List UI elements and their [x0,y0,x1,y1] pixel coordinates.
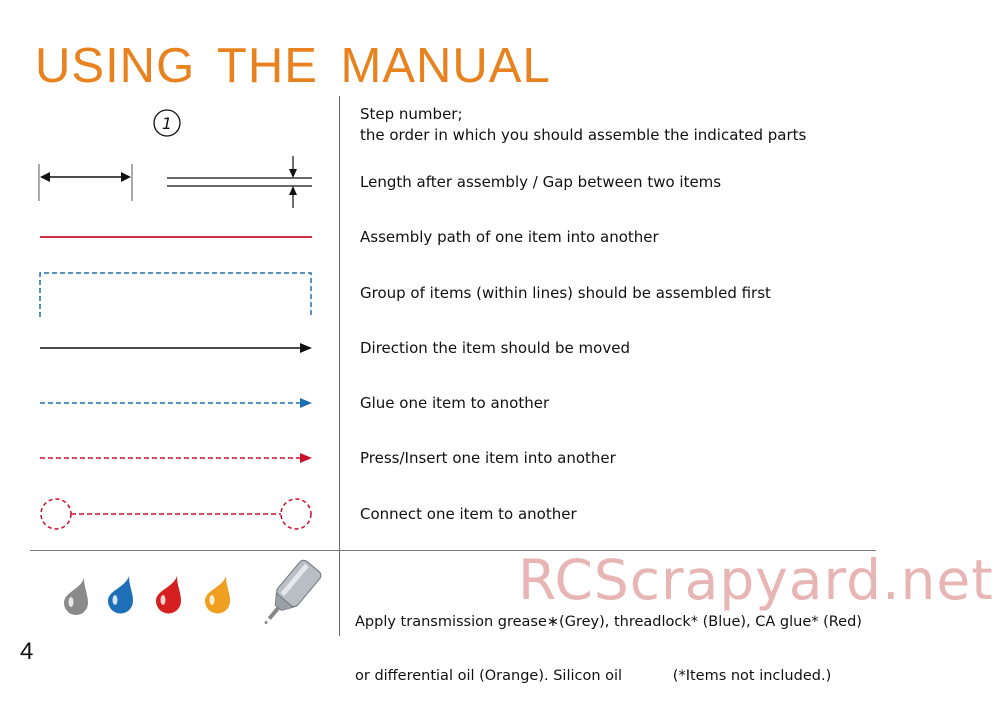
row-text-line: the order in which you should assemble the indicated parts [360,126,807,144]
blue-drop-icon [108,576,133,614]
length-symbol [39,164,132,201]
row-glue: Glue one item to another [360,394,550,412]
connect-symbol [41,499,311,529]
lubricant-note-line2: or differential oil (Orange). Silicon oil (*Items not included.) [355,668,832,684]
row-text-line: Step number; [360,105,463,123]
glue-symbol [40,398,312,408]
lubricant-note-line1: Apply transmission grease∗(Grey), threadlock* (Blue), CA glue* (Red) [355,614,862,630]
direction-symbol [40,343,312,353]
page-title: USING THE MANUAL [35,39,551,93]
row-direction: Direction the item should be moved [360,339,630,357]
grey-drop-icon [64,578,88,615]
row-group: Group of items (within lines) should be assembled first [360,284,771,302]
page-number: 4 [20,638,34,665]
gap-symbol [167,156,312,208]
watermark: RCScrapyard.net [518,548,994,612]
row-assembly-path: Assembly path of one item into another [360,228,659,246]
row-connect: Connect one item to another [360,505,577,523]
step-number-symbol [154,110,180,136]
orange-drop-icon [205,576,230,614]
group-symbol [40,273,311,317]
row-press: Press/Insert one item into another [360,449,616,467]
step-number-digit: 1 [161,114,173,133]
row-length: Length after assembly / Gap between two items [360,173,722,191]
oil-bottle-icon [255,558,323,632]
red-drop-icon [156,576,181,614]
press-symbol [40,453,312,463]
row-step-number [360,104,806,146]
